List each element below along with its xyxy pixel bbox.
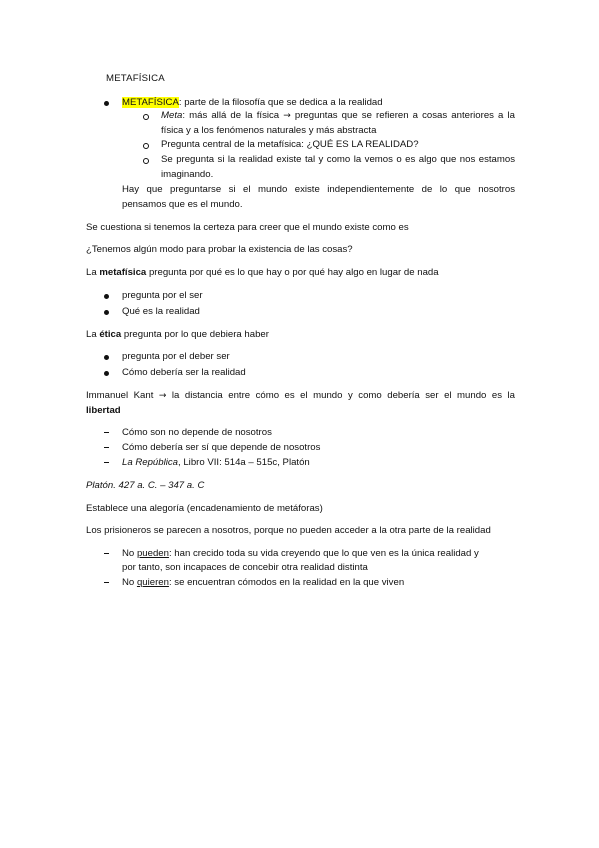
bullet-icon [104,294,109,299]
list3-item-3 [122,456,310,469]
paragraph-1: Se cuestiona si tenemos la certeza para creer que el mundo existe como es [86,222,409,233]
list4-item-1-pre: No [122,548,137,559]
list2-item-1: pregunta por el deber ser [122,351,230,362]
dash-bullet-icon [104,462,109,463]
intro-rest: : parte de la filosofía que se dedica a la realidad [178,97,383,108]
bullet-icon [104,310,109,315]
list3-item-2: Cómo debería ser sí que depende de nosotros [122,442,321,453]
circle-bullet-icon [143,143,149,149]
list4-item-1 [122,547,479,560]
list4-item-2-text: : se encuentran cómodos en la realidad en la que viven [168,577,405,588]
circle-bullet-icon [143,158,149,164]
paragraph-8: Los prisioneros se parecen a nosotros, porque no pueden acceder a la otra parte de la realidad [86,525,491,536]
list4-item-2-underlined: quieren [136,577,169,588]
list4-item-2 [122,576,404,589]
p5-text: la distancia entre cómo es el mundo y como debería ser el mundo es la [171,390,515,401]
sub-item-1-text2: preguntas que se refieren a cosas anteriores a la [294,110,515,121]
dash-bullet-icon [104,432,109,433]
p4-pre: La [86,329,100,340]
list2-item-2: Cómo debería ser la realidad [122,367,246,378]
p4-bold: ética [99,329,122,340]
page-title: METAFÍSICA [106,73,165,84]
paragraph-6: Platón. 427 a. C. – 347 a. C [86,480,205,491]
dash-bullet-icon [104,582,109,583]
p5-name: Immanuel Kant [86,390,154,401]
sub-item-1-italic: Meta [161,110,183,121]
dash-bullet-icon [104,553,109,554]
intro-paragraph-line-1: Hay que preguntarse si el mundo existe independientemente de lo que nosotros [122,184,515,195]
arrow-icon: → [283,111,291,121]
list3-item-1: Cómo son no depende de nosotros [122,427,272,438]
list4-item-2-pre: No [122,577,137,588]
paragraph-5-bold: libertad [86,405,121,416]
list4-item-1-underlined: pueden [136,548,169,559]
paragraph-2: ¿Tenemos algún modo para probar la existencia de las cosas? [86,244,353,255]
paragraph-4 [86,328,269,341]
bullet-icon [104,371,109,376]
list4-item-1-cont: por tanto, son incapaces de concebir otra realidad distinta [122,562,368,573]
intro-line [122,96,383,109]
intro-paragraph-line-2: pensamos que es el mundo. [122,199,243,210]
list3-item-3-italic: La República [122,457,179,468]
paragraph-7: Establece una alegoría (encadenamiento de metáforas) [86,503,323,514]
sub-item-3-cont: imaginando. [161,169,214,180]
sub-item-2: Pregunta central de la metafísica: ¿QUÉ ES LA REALIDAD? [161,139,419,150]
paragraph-3 [86,266,439,279]
p3-bold: metafísica [99,267,147,278]
p4-post: pregunta por lo que debiera haber [121,329,269,340]
bullet-icon [104,355,109,360]
list1-item-2: Qué es la realidad [122,306,200,317]
arrow-icon: → [158,391,167,401]
sub-item-1 [161,109,515,123]
list4-item-1-text: : han crecido toda su vida creyendo que lo que ven es la única realidad y [168,548,479,559]
p3-pre: La [86,267,100,278]
sub-item-1-text: : más allá de la física [182,110,280,121]
paragraph-5-line-1 [86,389,515,403]
circle-bullet-icon [143,114,149,120]
list1-item-1: pregunta por el ser [122,290,203,301]
sub-item-1-cont: física y a los fenómenos naturales y más abstracta [161,125,377,136]
p3-post: pregunta por qué es lo que hay o por qué hay algo en lugar de nada [146,267,439,278]
list3-item-3-text: , Libro VII: 514a – 515c, Platón [178,457,310,468]
dash-bullet-icon [104,447,109,448]
sub-item-3: Se pregunta si la realidad existe tal y como la vemos o es algo que nos estamos [161,154,515,165]
bullet-icon [104,101,109,106]
highlighted-term: METAFÍSICA [122,97,179,108]
